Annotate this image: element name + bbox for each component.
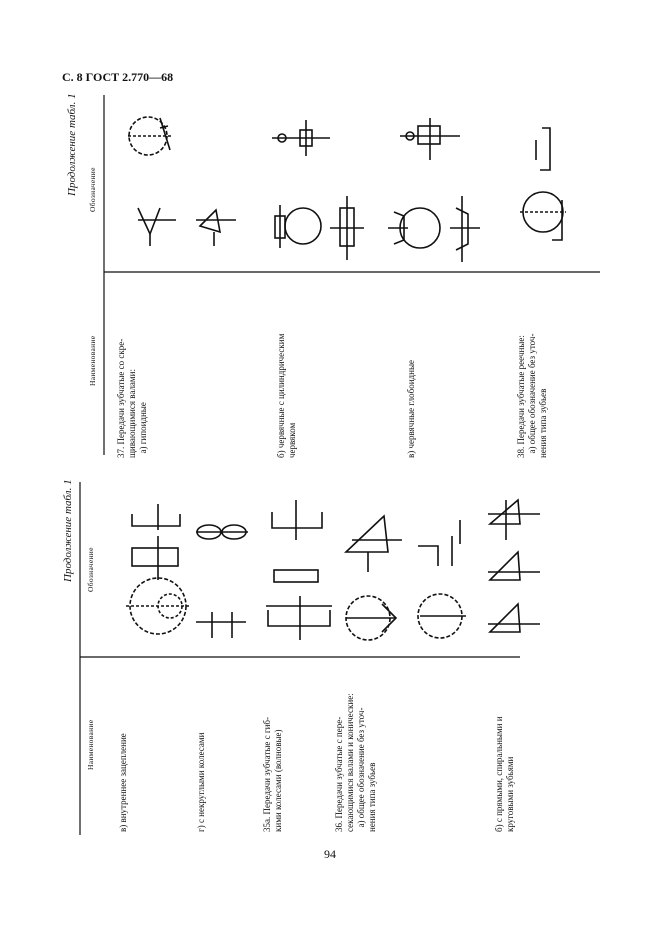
lower-row-v: в) внутреннее зацепление	[118, 733, 128, 832]
lower-row-36b: б) с прямыми, спиральными и круговыми зубьями	[494, 716, 515, 832]
lower-continuation-label: Продолжение табл. 1	[62, 479, 74, 582]
upper-row-38: 38. Передачи зубчатые реечные: а) общее обозначение без уточ- нения типа зубьев	[516, 333, 548, 458]
lower-row-36: 36. Передачи зубчатые с пере- секающимися валами и конические: а) общее обозначение без уточ- нения типа зубьев	[334, 693, 377, 832]
lower-row-g: г) с некруглыми колесами	[196, 732, 206, 832]
upper-row-37c: в) червячные глобоидные	[406, 360, 416, 458]
upper-symbols	[128, 117, 566, 262]
lower-col-name: Наименование	[86, 719, 95, 770]
upper-col-symbol: Обозначение	[88, 167, 97, 212]
page-header: С. 8 ГОСТ 2.770—68	[62, 70, 174, 84]
lower-col-symbol: Обозначение	[86, 547, 95, 592]
lower-symbols	[126, 500, 540, 640]
upper-row-37b: б) червячные с цилиндрическим червяком	[276, 333, 297, 458]
upper-row-37: 37. Передачи зубчатые со скре- щивающимися валами: а) гипоидные	[116, 338, 148, 458]
upper-col-name: Наименование	[88, 335, 97, 386]
upper-continuation-label: Продолжение табл. 1	[66, 93, 78, 196]
lower-row-35a: 35а. Передачи зубчатые с гиб- кими колесами (волновые)	[262, 717, 283, 832]
page-number: 94	[324, 847, 336, 861]
